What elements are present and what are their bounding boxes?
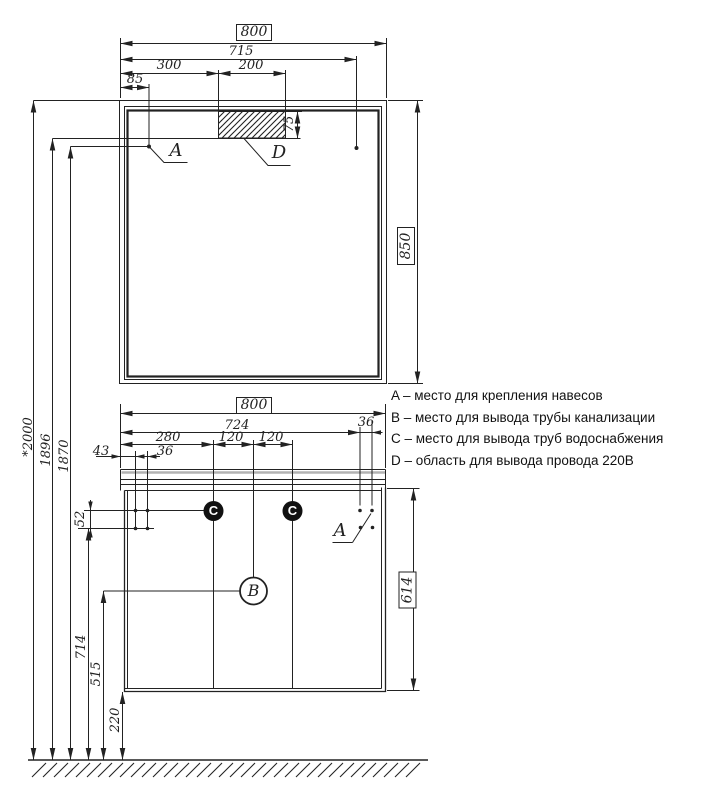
- label-mirror-d: D: [271, 142, 287, 163]
- label-water-right: C: [287, 503, 298, 518]
- dim-height-2000: *2000: [21, 417, 36, 457]
- legend: [391, 388, 663, 475]
- label-cabinet-a: A: [333, 520, 347, 541]
- dim-cabinet-36-left: 36: [156, 444, 174, 459]
- dim-mirror-200: 200: [238, 58, 264, 73]
- dim-height-220: 220: [108, 707, 123, 733]
- label-drain-b: B: [247, 581, 260, 600]
- dim-cabinet-120-b: 120: [258, 430, 284, 445]
- dim-height-714: 714: [74, 634, 89, 660]
- mirror-dimension-lines: [53, 38, 424, 384]
- legend-item-a: A – место для крепления навесов: [391, 388, 603, 403]
- dim-mirror-overall-height: 850: [397, 227, 415, 265]
- dim-height-515: 515: [89, 661, 104, 687]
- dim-height-1870: 1870: [57, 439, 72, 473]
- dim-gap-52: 52: [73, 510, 88, 528]
- dim-mirror-overall-width: 800: [236, 24, 272, 41]
- label-mirror-a: A: [169, 140, 183, 161]
- dim-mirror-715: 715: [228, 44, 254, 59]
- dim-cabinet-43: 43: [92, 444, 110, 459]
- legend-item-d: D – область для вывода провода 220В: [391, 453, 634, 469]
- dim-cabinet-120-a: 120: [218, 430, 244, 445]
- dim-cabinet-overall-width: 800: [236, 397, 272, 414]
- d-zone-hatch: [219, 112, 286, 139]
- dim-cabinet-724: 724: [224, 418, 250, 433]
- dim-mirror-85: 85: [126, 72, 144, 87]
- dim-height-1896: 1896: [39, 433, 54, 467]
- dim-cabinet-280: 280: [155, 430, 181, 445]
- dim-cabinet-36-right: 36: [357, 415, 375, 430]
- floor-hatch: [32, 763, 420, 777]
- cabinet-dimension-lines: [78, 404, 420, 691]
- legend-item-c: C – место для вывода труб водоснабжения: [391, 431, 664, 447]
- dim-mirror-300: 300: [156, 58, 182, 73]
- dim-mirror-75: 75: [282, 115, 297, 133]
- dim-cabinet-overall-height: 614: [399, 572, 417, 609]
- legend-item-b: B – место для вывода трубы канализации: [391, 409, 656, 425]
- label-water-left: C: [208, 503, 219, 518]
